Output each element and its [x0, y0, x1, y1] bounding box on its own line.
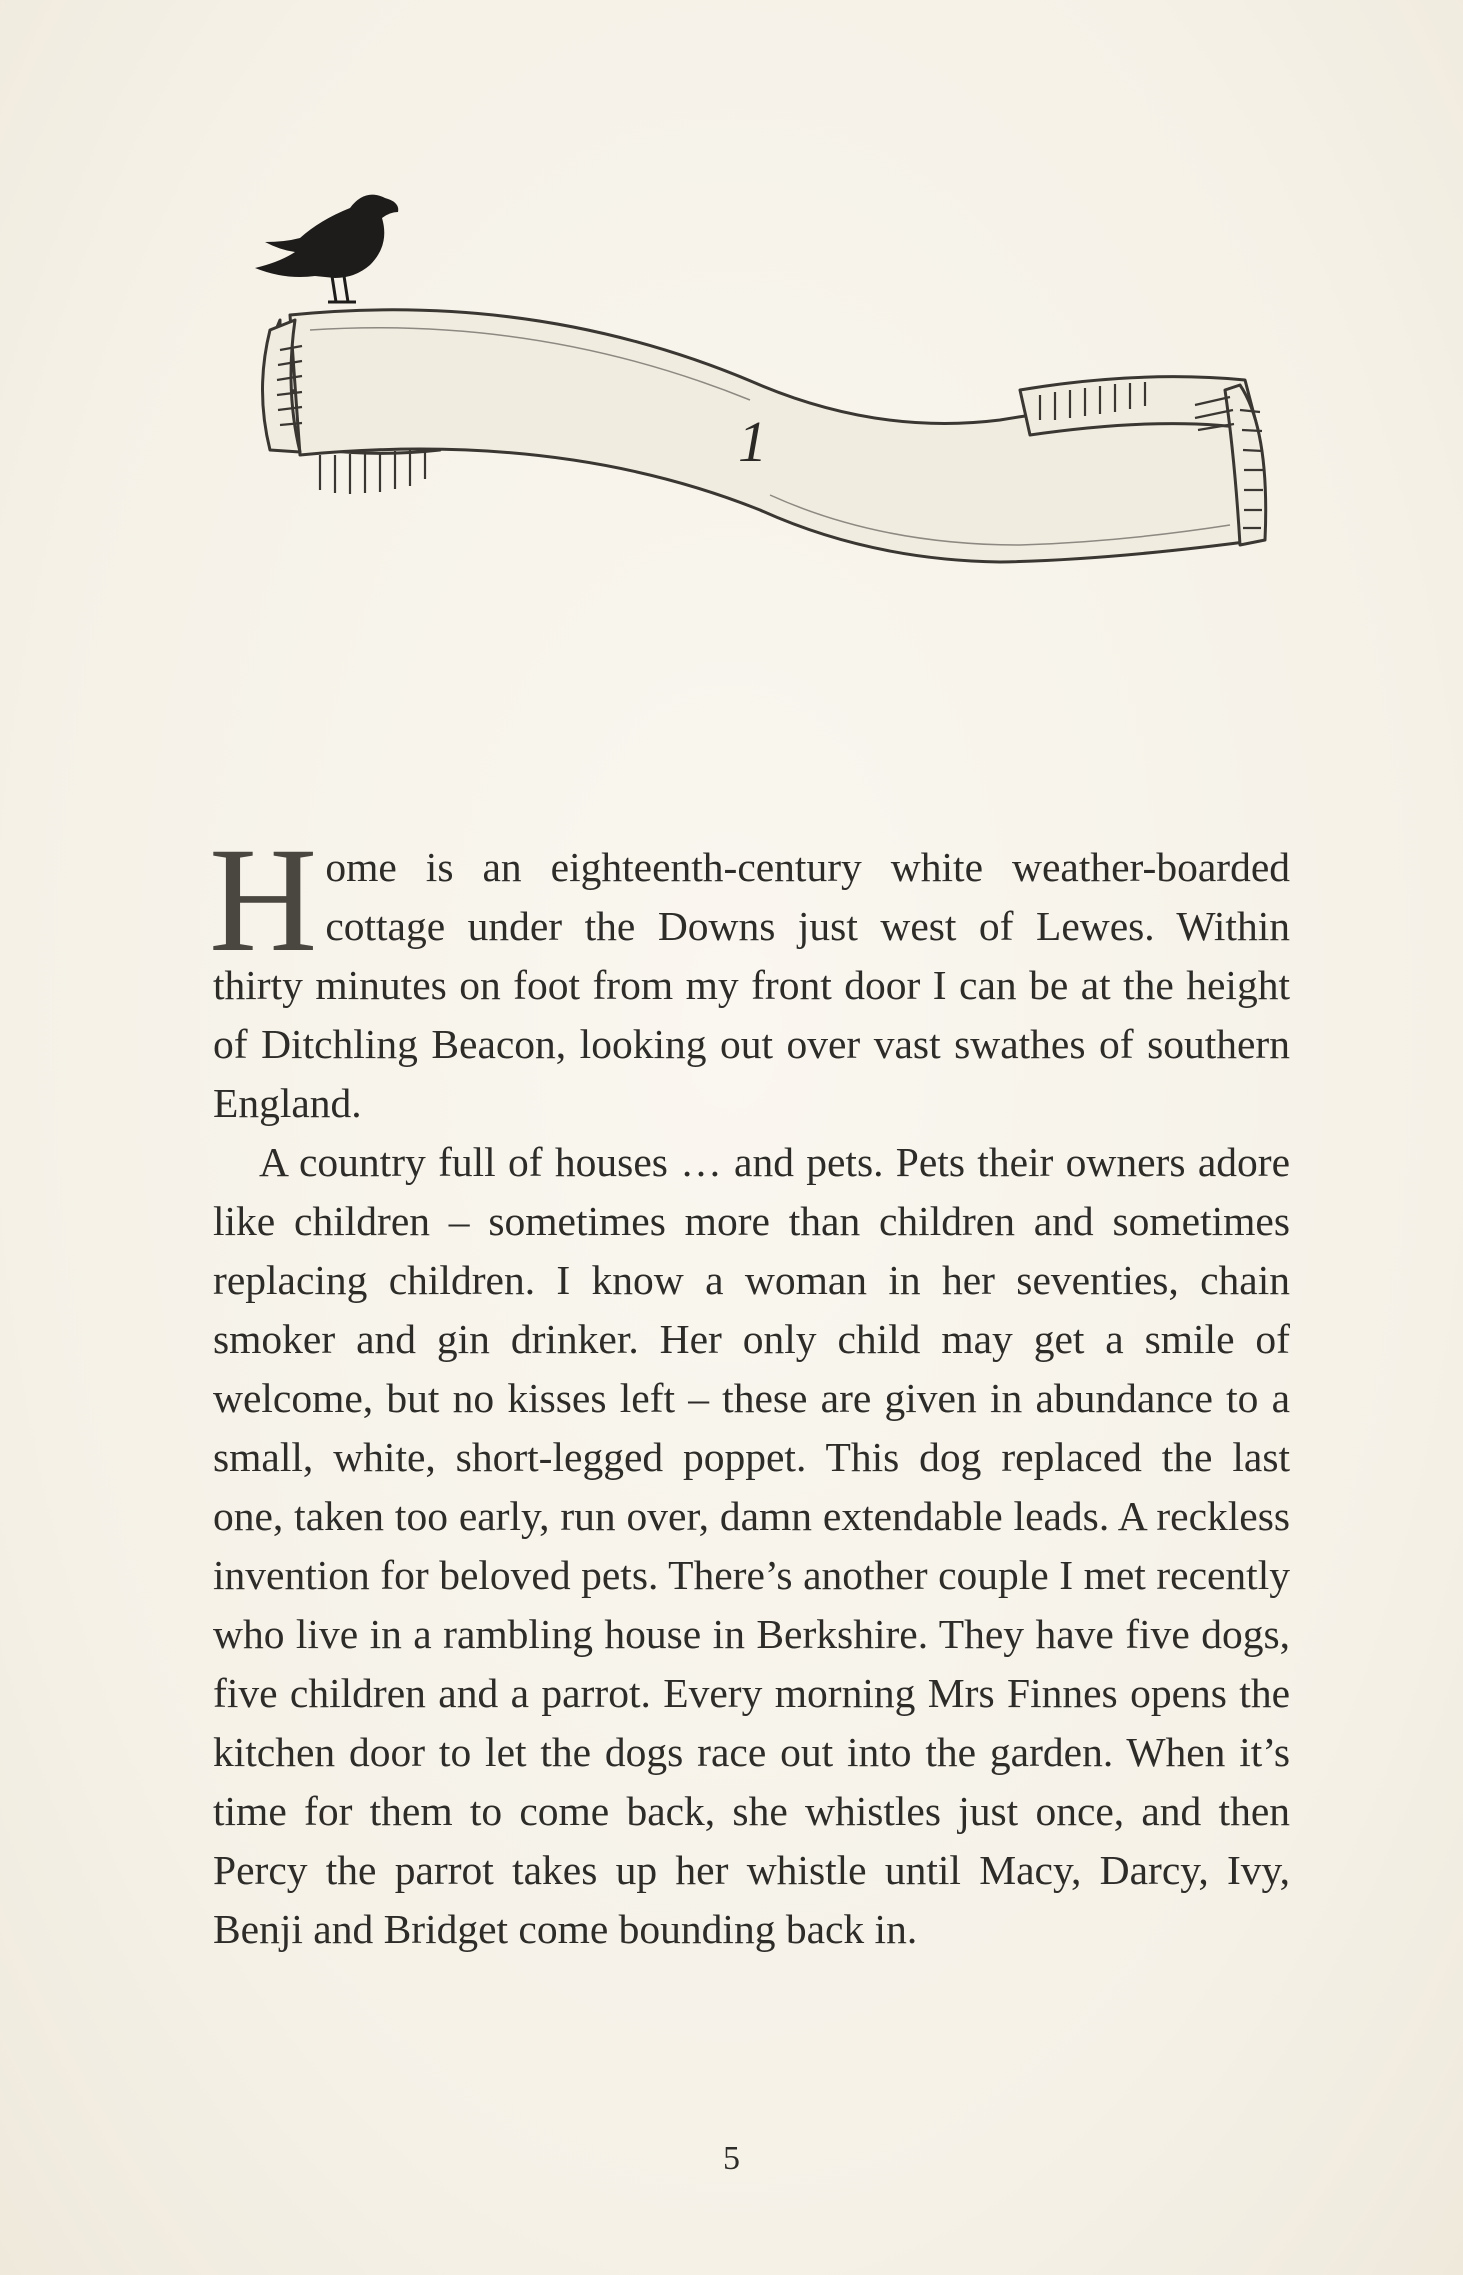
- paragraph-1-text: ome is an eighteenth-century white weather-boarded cottage under the Downs just west of Lewes. Within thirty minutes on foot from my front door I can be at the height of Ditchling Beacon, looking out over vast swathes of southern England.: [213, 844, 1290, 1126]
- page-number: 5: [723, 2140, 740, 2177]
- chapter-body: [209, 817, 1290, 1959]
- drop-cap: H: [209, 817, 318, 983]
- chapter-number: 1: [738, 409, 767, 474]
- crow-icon: [255, 195, 398, 302]
- paragraph-1: [209, 817, 1290, 1133]
- paragraph-2: A country full of houses … and pets. Pets their owners adore like children – sometimes more than children and sometimes replacing children. I know a woman in her seventies, chain smoker and gin drinker. Her only child may get a smile of welcome, but no kisses left – these are given in abundance to a small, white, short-legged poppet. This dog replaced the last one, taken too early, run over, damn extendable leads. A reckless invention for beloved pets. There’s another couple I met recently who live in a rambling house in Berkshire. They have five dogs, five children and a parrot. Every morning Mrs Finnes opens the kitchen door to let the dogs race out into the garden. When it’s time for them to come back, she whistles just once, and then Percy the parrot takes up her whistle until Macy, Darcy, Ivy, Benji and Bridget come bounding back in.: [213, 1139, 1290, 1952]
